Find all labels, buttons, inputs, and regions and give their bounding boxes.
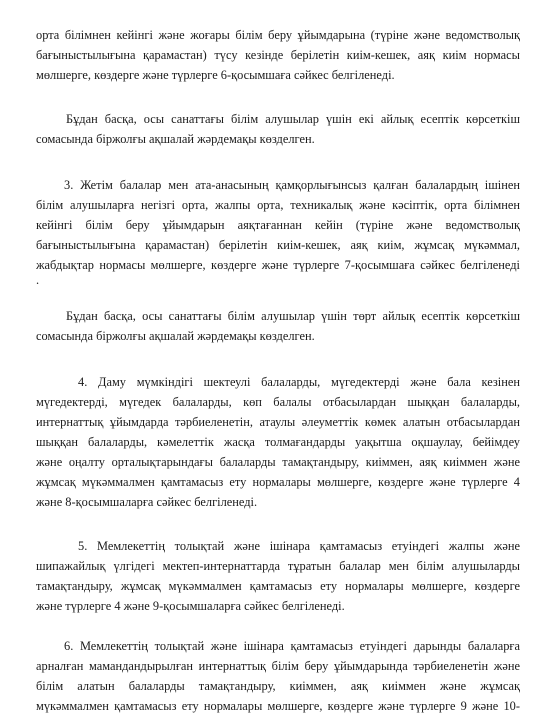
text-line: интернаттық ұйымдарда тәрбиеленетін, атаулы әлеуметтік көмек алатын отбасылардан — [36, 415, 520, 429]
text-line: сомасында біржолғы ақшалай жәрдемақы көзделген. — [36, 329, 315, 343]
text-line: 6. Мемлекеттің толықтай және ішінара қамтамасыз етуіндегі дарынды балаларға — [64, 639, 520, 653]
text-line: мүкәммалмен қамтамасыз ету нормалары мөлшерге, көздерге және түрлерге 9 және 10- — [36, 699, 520, 713]
text-line: және 8-қосымшаларға сәйкес белгіленеді. — [36, 495, 258, 509]
text-line: Бұдан басқа, осы санаттағы білім алушылар үшін екі айлық есептік көрсеткіш — [66, 112, 520, 126]
text-line: Бұдан басқа, осы санаттағы білім алушылар үшін төрт айлық есептік көрсеткіш — [66, 309, 520, 323]
text-line: тамақтандыру, жұмсақ мүкәммалмен қамтамасыз ету нормалары мөлшерге, көздерге — [36, 579, 520, 593]
text-line: 4. Даму мүмкіндігі шектеулі балаларды, мүгедектерді және бала кезінен — [78, 375, 520, 389]
text-line: шипажайлық үлгідегі мектеп-интернаттарда тұратын балалар мен білім алушыларды — [36, 559, 520, 573]
text-line: орта білімнен кейінгі және жоғары білім беру ұйымдарына (түріне және ведомстволық — [36, 28, 520, 42]
text-line: жабдықтар нормасы мөлшерге, көздерге және түрлерге 7-қосымшаға сәйкес белгіленеді — [36, 258, 520, 272]
text-line: бағыныстылығына қарамастан) берілетін киім-кешек, аяқ киім, жұмсақ мүкәммал, — [36, 238, 520, 252]
text-line: және түрлерге 4 және 9-қосымшаларға сәйкес белгіленеді. — [36, 599, 345, 613]
text-line: шыққан балаларды, кәмелеттік жасқа толмағандарды уақытша оқшаулау, бейімдеу — [36, 435, 520, 449]
text-line: кейінгі білім беру ұйымдарын аяқтағаннан кейін (түріне және ведомстволық — [36, 218, 520, 232]
text-line: 5. Мемлекеттің толықтай және ішінара қамтамасыз етуіндегі жалпы және — [78, 539, 520, 553]
text-line: білім алатын балаларды тамақтандыру, киіммен, аяқ киіммен және жұмсақ — [36, 679, 520, 693]
text-line: мөлшерге, көздерге және түрлерге 6-қосымшаға сәйкес белгіленеді. — [36, 68, 395, 82]
text-line: бағыныстылығына қарамастан) түсу кезінде берілетін киім-кешек, аяқ киім нормасы — [36, 48, 520, 62]
text-line: 3. Жетім балалар мен ата-анасының қамқорлығынсыз қалған балалардың ішінен — [64, 178, 520, 192]
text-line: жұмсақ мүкәммалмен қамтамасыз ету нормалары мөлшерге, көздерге және түрлерге 4 — [36, 475, 520, 489]
text-line: білім алушыларға негізгі орта, жалпы орта, техникалық және кәсіптік, орта білімнен — [36, 198, 520, 212]
text-line: және оңалту орталықтарындағы балаларды тамақтандыру, киіммен, аяқ киіммен және — [36, 455, 520, 469]
text-line: сомасында біржолғы ақшалай жәрдемақы көзделген. — [36, 132, 315, 146]
text-line: арналған мамандандырылған интернаттық білім беру ұйымдарында тәрбиеленетін және — [36, 659, 520, 673]
text-line: . — [36, 273, 40, 287]
text-line: мүгедектерді, мүгедек балаларды, көп балалы отбасылардан шыққан балаларды, — [36, 395, 520, 409]
